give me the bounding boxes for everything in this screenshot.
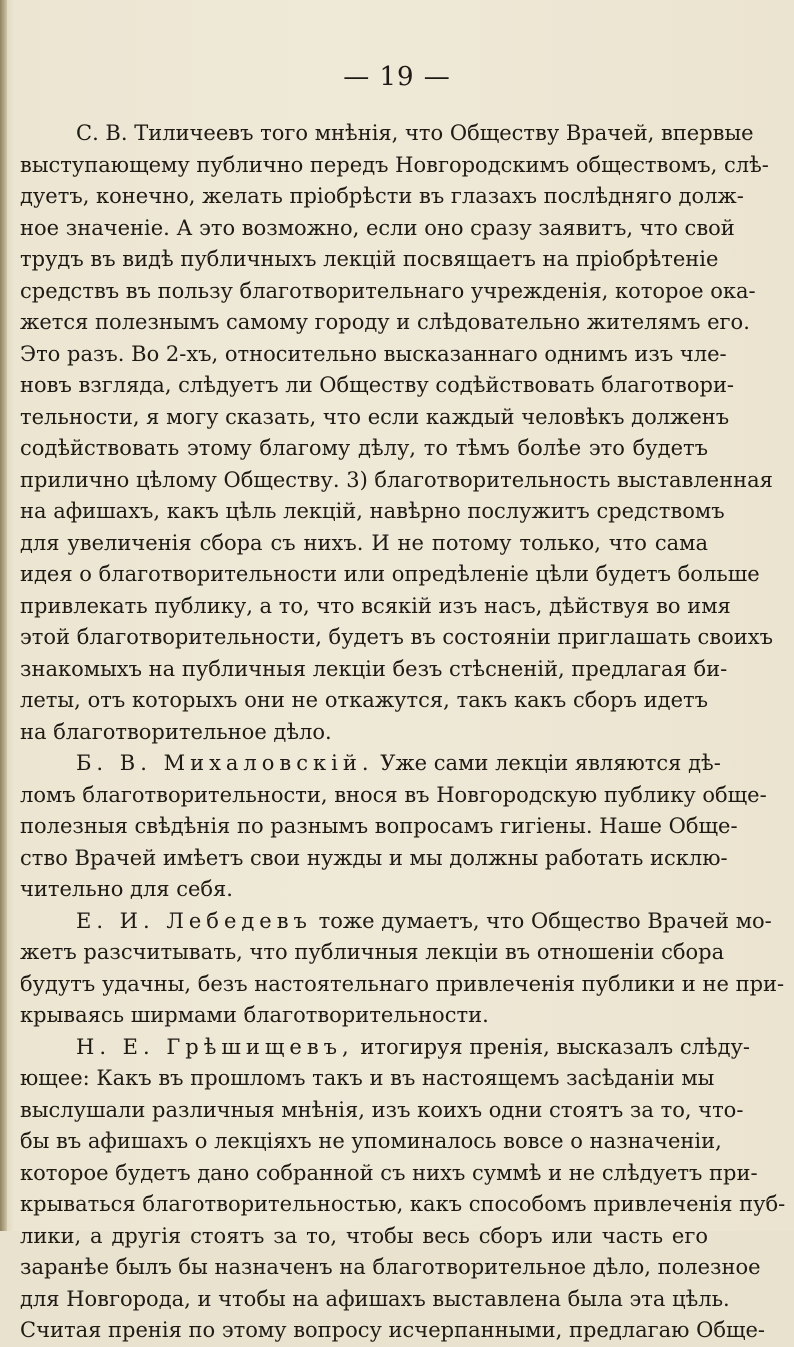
line-text: выступающему публично передъ Новгородскимъ обществомъ, слѣ- — [20, 152, 769, 177]
line-text: дуетъ, конечно, желать пріобрѣсти въ глазахъ послѣдняго долж- — [20, 184, 744, 208]
text-line — [20, 150, 769, 182]
text-line — [20, 1000, 708, 1032]
line-text: ющее: Какъ въ прошломъ такъ и въ настоящемъ засѣданіи мы — [20, 1066, 715, 1090]
line-text: будутъ удачны, безъ настоятельнаго привлеченія публики и не при- — [20, 971, 785, 996]
line-text: жетъ разсчитывать, что публичныя лекціи въ отношеніи сбора — [20, 940, 725, 964]
line-text: крываясь ширмами благотворительности. — [20, 1003, 489, 1027]
page-spine-shadow — [0, 0, 7, 1231]
line-text: этой благотворительности, будетъ въ состояніи приглашать своихъ — [20, 625, 773, 649]
line-text: крываться благотворительностью, какъ способомъ привлеченія пуб- — [20, 1192, 786, 1216]
line-text: ство Врачей имѣетъ свои нужды и мы должны работать исклю- — [20, 845, 728, 870]
text-line — [20, 339, 727, 371]
line-text: на благотворительное дѣло. — [20, 719, 332, 744]
text-line — [20, 1095, 744, 1127]
text-line — [20, 465, 773, 497]
text-line — [20, 118, 754, 150]
line-text: Это разъ. Во 2-хъ, относительно высказаннаго однимъ изъ чле- — [20, 341, 727, 366]
line-text: лики, а другія стоятъ за то, чтобы весь сборъ или часть его — [20, 1223, 708, 1248]
text-line — [20, 1126, 722, 1158]
line-text: идея о благотворительности или опредѣленіе цѣли будетъ больше — [20, 562, 760, 586]
text-line — [20, 1252, 761, 1284]
line-text: содѣйствовать этому благому дѣлу, то тѣмъ болѣе это будетъ — [20, 436, 708, 460]
line-text: леты, отъ которыхъ они не откажутся, такъ какъ сборъ идетъ — [20, 688, 708, 712]
text-line — [20, 181, 744, 213]
text-line — [20, 370, 735, 402]
line-text: чительно для себя. — [20, 877, 233, 901]
line-text: новъ взгляда, слѣдуетъ ли Обществу содѣйствовать благотвори- — [20, 373, 735, 397]
text-line — [20, 906, 772, 938]
line-text: знакомыхъ на публичныя лекціи безъ стѣсненій, предлагая би- — [20, 656, 728, 681]
text-line — [20, 622, 773, 654]
line-text: полезныя свѣдѣнія по разнымъ вопросамъ гигіены. Наше Обще- — [20, 814, 738, 838]
text-line — [20, 244, 719, 276]
text-line — [20, 307, 750, 339]
text-line — [20, 1189, 786, 1221]
line-text: тоже думаетъ, что Общество Врачей мо- — [311, 908, 772, 933]
text-line — [20, 654, 728, 686]
line-text: ломъ благотворительности, внося въ Новгородскую публику обще- — [20, 782, 767, 807]
line-text: средствъ въ пользу благотворительнаго учрежденія, которое ока- — [20, 278, 756, 303]
text-line — [20, 276, 756, 308]
text-line — [20, 685, 708, 717]
line-text: Считая пренія по этому вопросу исчерпанными, предлагаю Обще- — [20, 1318, 766, 1342]
text-line — [20, 969, 785, 1001]
line-text: на афишахъ, какъ цѣль лекцій, навѣрно послужитъ средствомъ — [20, 499, 725, 523]
text-line — [20, 528, 708, 560]
line-text: прилично цѣлому Обществу. 3) благотворительность выставленная — [20, 467, 773, 492]
text-line — [20, 496, 725, 528]
line-text: для Новгорода, и чтобы на афишахъ выставлена была эта цѣль. — [20, 1286, 730, 1311]
body-text — [20, 118, 786, 1347]
line-text: тельности, я могу сказать, что если каждый человѣкъ долженъ — [20, 404, 730, 429]
text-line — [20, 717, 708, 749]
line-text: выслушали различныя мнѣнія, изъ коихъ одни стоятъ за то, что- — [20, 1097, 744, 1122]
speaker-name: Е. И. Лебедевъ — [76, 908, 312, 933]
text-line — [20, 1063, 715, 1095]
page-number: — 19 — — [343, 62, 451, 92]
line-text: заранѣе былъ бы назначенъ на благотворительное дѣло, полезное — [20, 1255, 761, 1279]
text-line — [20, 213, 735, 245]
line-text: привлекать публику, а то, что всякій изъ насъ, дѣйствуя во имя — [20, 593, 731, 618]
text-line — [20, 843, 728, 875]
text-line — [20, 591, 731, 623]
line-text: для увеличенія сбора съ нихъ. И не потому только, что сама — [20, 530, 708, 555]
text-line — [20, 780, 767, 812]
text-line — [20, 1284, 730, 1316]
text-line — [20, 811, 738, 843]
speaker-name: Б. В. Михаловскій. — [76, 751, 374, 775]
line-text: итогируя пренія, высказалъ слѣду- — [353, 1034, 750, 1059]
line-text: которое будетъ дано собранной съ нихъ суммѣ и не слѣдуетъ при- — [20, 1160, 758, 1185]
speaker-name: Н. Е. Грѣшищевъ, — [76, 1034, 354, 1059]
line-text: ное значеніе. А это возможно, если оно сразу заявитъ, что свой — [20, 215, 735, 240]
text-line — [20, 937, 725, 969]
text-line — [20, 1315, 766, 1347]
text-line — [20, 874, 708, 906]
text-line — [20, 1221, 708, 1253]
line-text: С. В. Тиличеевъ того мнѣнія, что Обществу Врачей, впервые — [76, 121, 754, 145]
text-line — [20, 748, 721, 780]
line-text: трудъ въ видѣ публичныхъ лекцій посвящаетъ на пріобрѣтеніе — [20, 247, 719, 271]
text-line — [20, 1158, 758, 1190]
text-line — [20, 433, 708, 465]
text-line — [20, 559, 760, 591]
line-text: жется полезнымъ самому городу и слѣдовательно жителямъ его. — [20, 310, 750, 334]
line-text: бы въ афишахъ о лекціяхъ не упоминалось вовсе о назначеніи, — [20, 1129, 722, 1153]
line-text: Уже сами лекціи являются дѣ- — [373, 751, 721, 775]
text-line — [20, 1032, 750, 1064]
text-line — [20, 402, 730, 434]
